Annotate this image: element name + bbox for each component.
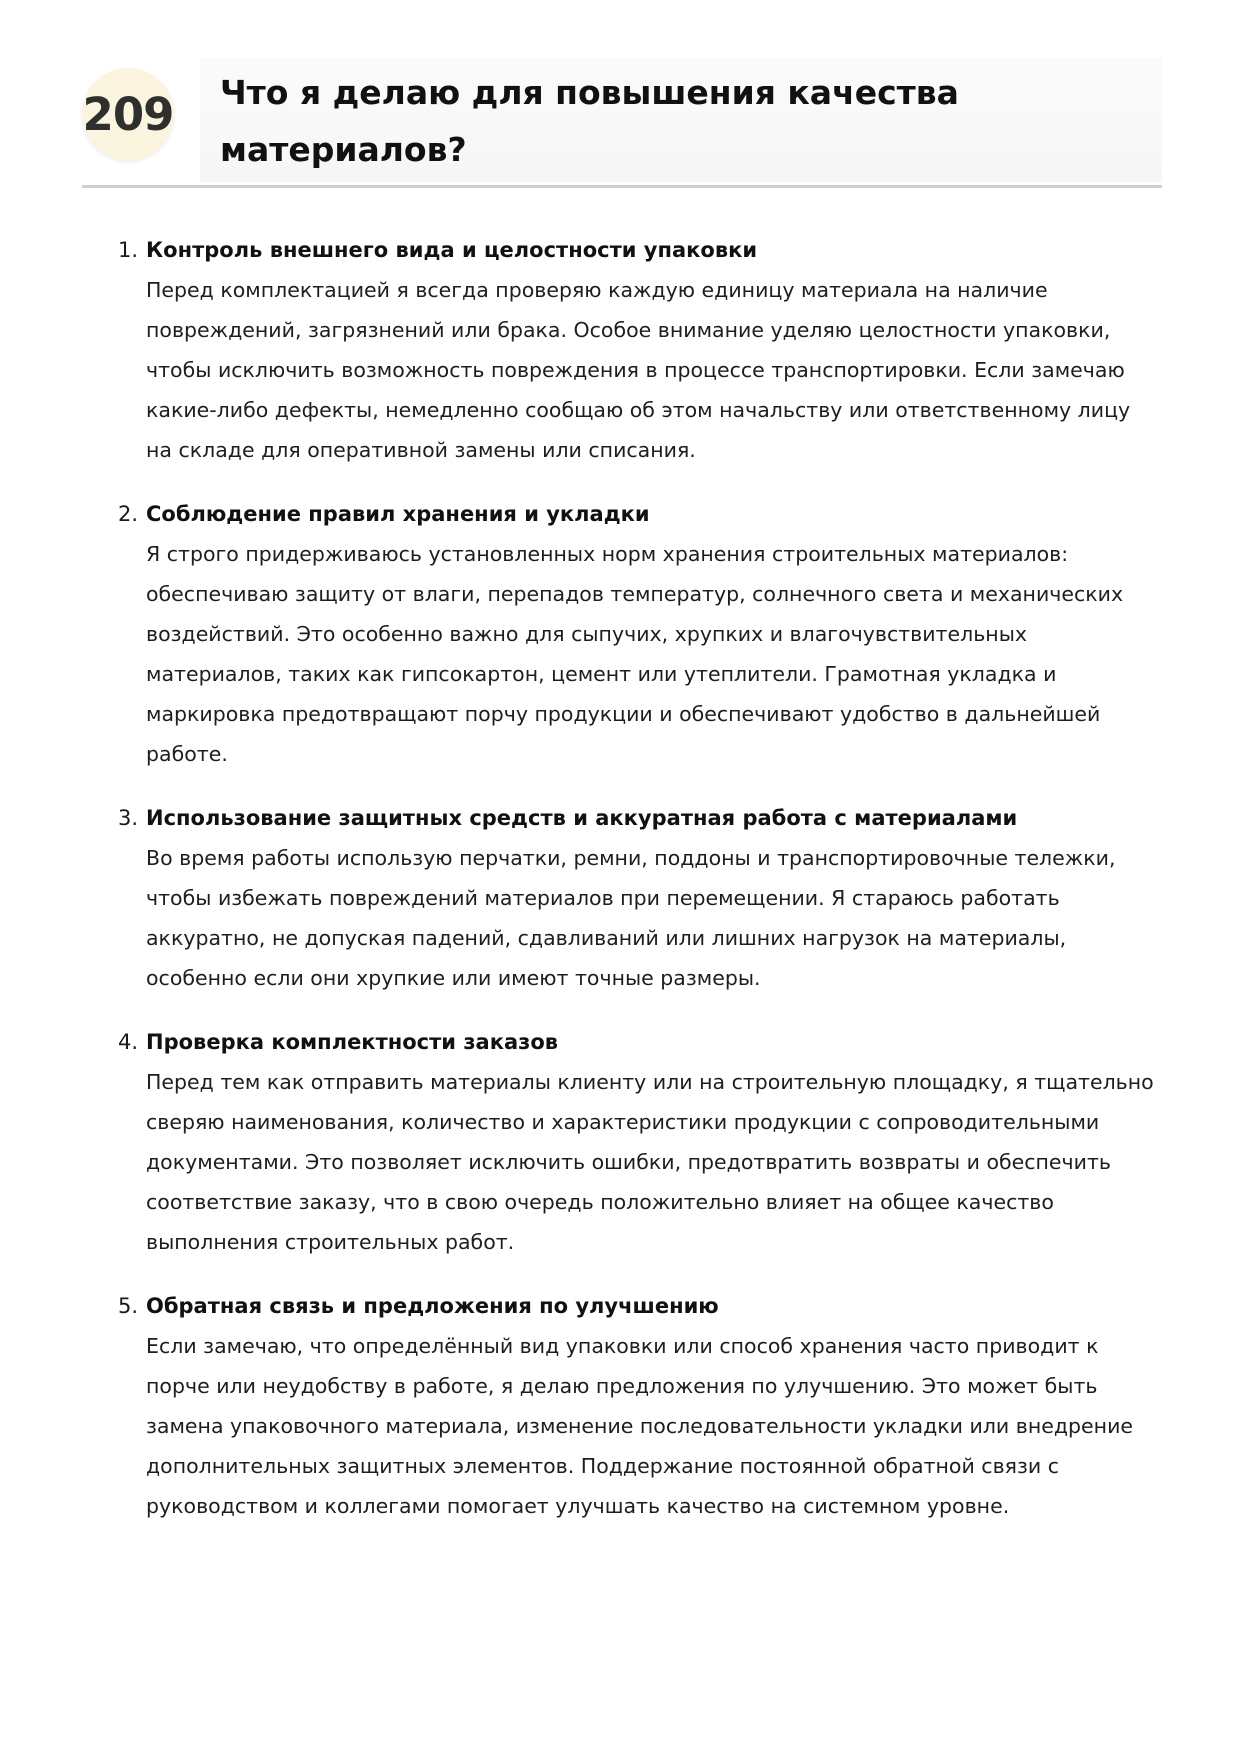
list-item: [112, 1286, 1162, 1526]
item-number: 1.: [118, 238, 139, 262]
question-number-badge: 209: [82, 68, 174, 160]
item-text: Я строго придерживаюсь установленных норм хранения строительных материалов: обеспечиваю защиту от влаги, перепадов температур, солнечного света и механических воздействий. Это особенно важно для сыпучих, хрупких и влагочувствительных материалов, таких как гипсокартон, цемент или утеплители. Грамотная укладка и маркировка предотвращают порчу продукции и обеспечивают удобство в дальнейшей работе.: [146, 542, 1124, 766]
item-text: Перед комплектацией я всегда проверяю каждую единицу материала на наличие повреждений, загрязнений или брака. Особое внимание уделяю целостности упаковки, чтобы исключить возможность повреждения в процессе транспортировки. Если замечаю какие-либо дефекты, немедленно сообщаю об этом начальству или ответственному лицу на складе для оперативной замены или списания.: [146, 278, 1131, 462]
list-item: [112, 230, 1162, 470]
list-item: [112, 1022, 1162, 1262]
item-text: Если замечаю, что определённый вид упаковки или способ хранения часто приводит к порче или неудобству в работе, я делаю предложения по улучшению. Это может быть замена упаковочного материала, изменение последовательности укладки или внедрение дополнительных защитных элементов. Поддержание постоянной обратной связи с руководством и коллегами помогает улучшать качество на системном уровне.: [146, 1334, 1134, 1518]
item-title: Контроль внешнего вида и целостности упаковки: [146, 238, 758, 262]
page-header: [82, 58, 1162, 188]
item-number: 2.: [118, 502, 139, 526]
item-title: Проверка комплектности заказов: [146, 1030, 559, 1054]
list-item: [112, 494, 1162, 774]
item-title: Использование защитных средств и аккуратная работа с материалами: [146, 806, 1018, 830]
page-title: Что я делаю для повышения качества материалов?: [220, 73, 959, 169]
answer-list: [112, 230, 1162, 1550]
item-number: 3.: [118, 806, 139, 830]
item-number: 5.: [118, 1294, 139, 1318]
item-text: Перед тем как отправить материалы клиенту или на строительную площадку, я тщательно сверяю наименования, количество и характеристики продукции с сопроводительными документами. Это позволяет исключить ошибки, предотвратить возвраты и обеспечить соответствие заказу, что в свою очередь положительно влияет на общее качество выполнения строительных работ.: [146, 1070, 1154, 1254]
item-number: 4.: [118, 1030, 139, 1054]
item-text: Во время работы использую перчатки, ремни, поддоны и транспортировочные тележки, чтобы избежать повреждений материалов при перемещении. Я стараюсь работать аккуратно, не допуская падений, сдавливаний или лишних нагрузок на материалы, особенно если они хрупкие или имеют точные размеры.: [146, 846, 1116, 990]
item-title: Соблюдение правил хранения и укладки: [146, 502, 650, 526]
list-item: [112, 798, 1162, 998]
item-title: Обратная связь и предложения по улучшению: [146, 1294, 719, 1318]
